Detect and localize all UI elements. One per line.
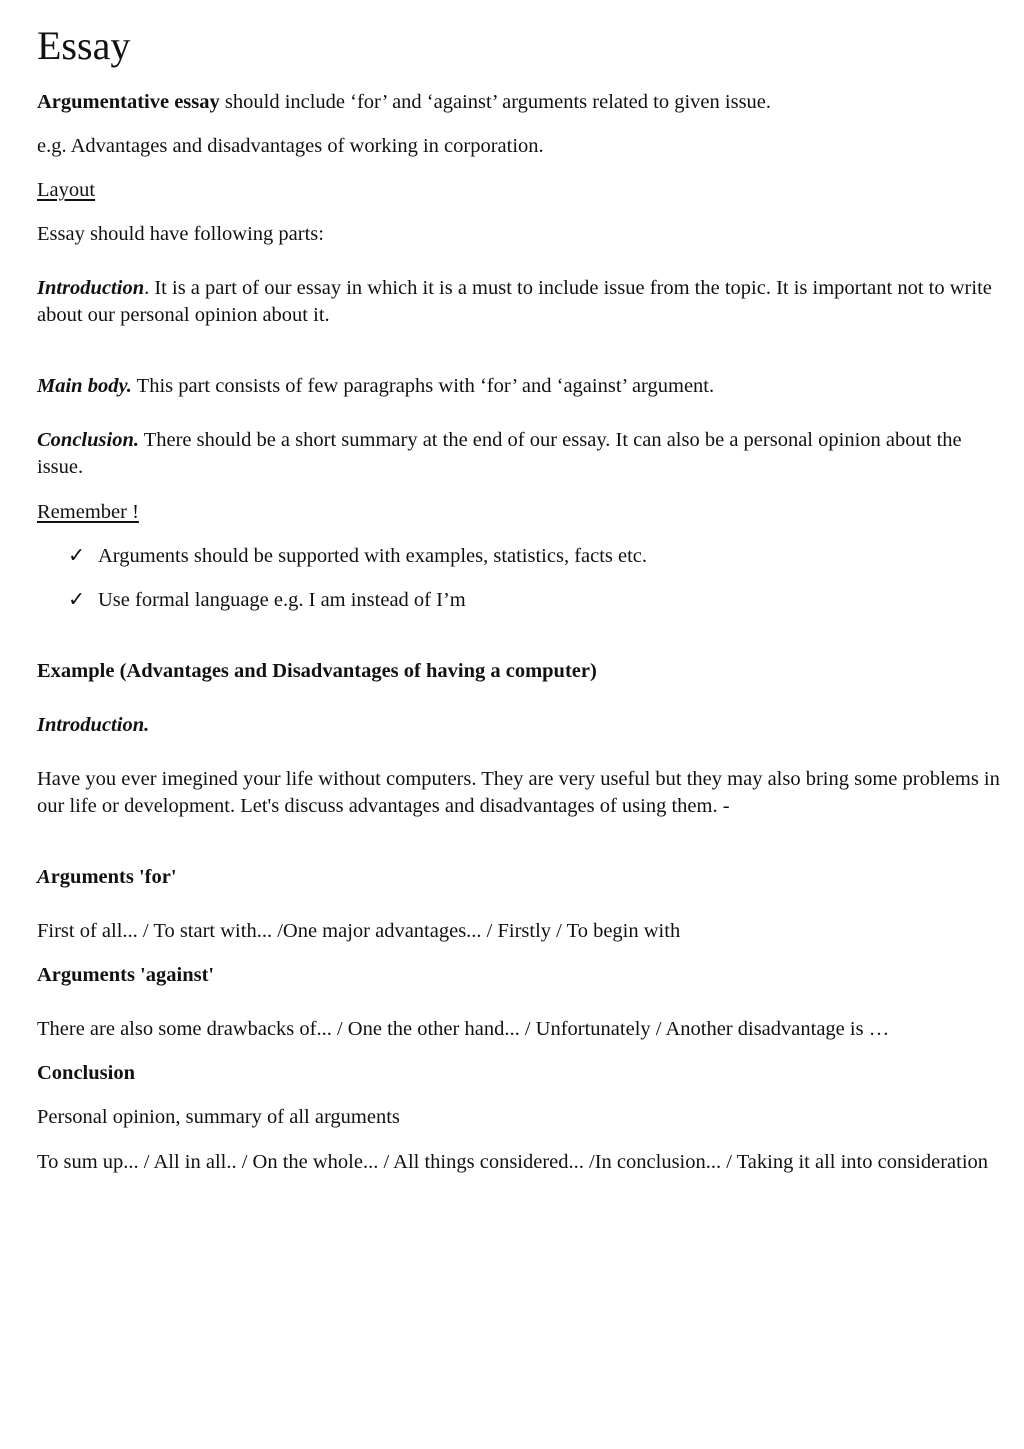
intro-term: Argumentative essay — [37, 91, 220, 113]
conclusion-text: Personal opinion, summary of all arguments — [37, 1106, 400, 1128]
part-conclusion — [37, 427, 997, 481]
intro-line — [37, 89, 771, 116]
arguments-for-heading-rest: rguments 'for' — [50, 866, 177, 888]
part-conclusion-label: Conclusion. — [37, 429, 139, 451]
part-conclusion-text: There should be a short summary at the end of our essay. It can also be a personal opinion about the issue. — [37, 429, 962, 478]
page-title: Essay — [37, 23, 131, 68]
part-introduction-label: Introduction — [37, 277, 145, 299]
arguments-against-heading — [37, 962, 214, 989]
checkmark-icon: ✓ — [68, 589, 86, 611]
remember-heading: Remember ! — [37, 501, 139, 523]
arguments-for-text: First of all... / To start with... /One major advantages... / Firstly / To begin with — [37, 920, 681, 942]
arguments-against-heading-text: Arguments 'against' — [37, 964, 215, 986]
arguments-for-heading-initial: A — [37, 866, 51, 888]
example-introduction-text: Have you ever imegined your life without computers. They are very useful but they may also bring some problems in our life or development. Let's discuss advantages and disadvantages of using them. - — [37, 768, 1000, 817]
conclusion-heading-text: Conclusion — [37, 1062, 135, 1084]
arguments-for-heading — [37, 864, 177, 891]
parts-intro: Essay should have following parts: — [37, 223, 324, 245]
part-main-body-text: This part consists of few paragraphs with ‘for’ and ‘against’ argument. — [131, 375, 715, 397]
part-main-body-label: Main body. — [37, 375, 132, 397]
conclusion-heading — [37, 1060, 135, 1087]
part-introduction — [37, 275, 997, 329]
intro-definition: should include ‘for’ and ‘against’ arguments related to given issue. — [219, 91, 772, 113]
example-heading-text: Example (Advantages and Disadvantages of having a computer) — [37, 660, 597, 682]
example-line: e.g. Advantages and disadvantages of working in corporation. — [37, 135, 544, 157]
part-introduction-text: . It is a part of our essay in which it is a must to include issue from the topic. It is important not to write about our personal opinion about it. — [37, 277, 992, 326]
example-introduction-heading-text: Introduction. — [37, 714, 150, 736]
part-main-body — [37, 373, 714, 400]
example-introduction-heading — [37, 712, 149, 739]
list-item-text: Use formal language e.g. I am instead of I’m — [98, 589, 466, 611]
arguments-against-text: There are also some drawbacks of... / One the other hand... / Unfortunately / Another disadvantage is … — [37, 1018, 890, 1040]
example-heading — [37, 658, 597, 685]
list-item-text: Arguments should be supported with examples, statistics, facts etc. — [98, 545, 648, 567]
conclusion-phrases: To sum up... / All in all.. / On the whole... / All things considered... /In conclusion... / Taking it all into consideration — [37, 1151, 989, 1173]
layout-heading: Layout — [37, 179, 96, 201]
checkmark-icon: ✓ — [68, 545, 86, 567]
